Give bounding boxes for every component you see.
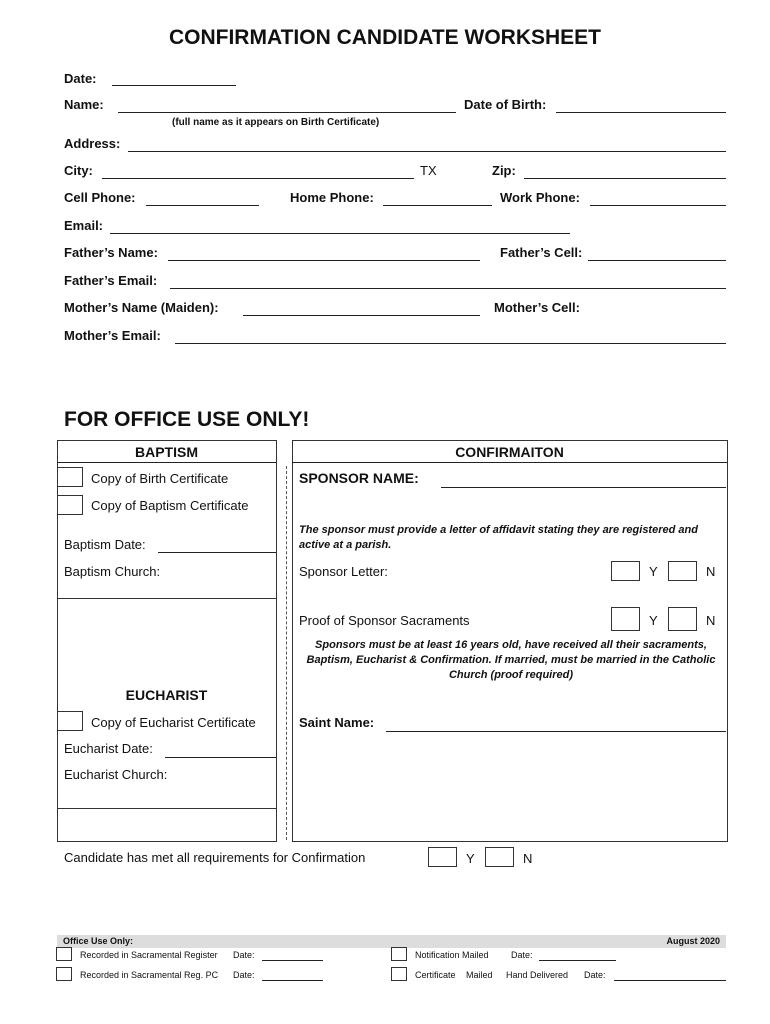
footer-label: Office Use Only: xyxy=(63,936,134,946)
baptism-heading: BAPTISM xyxy=(135,444,198,460)
certificate-date-label: Date: xyxy=(584,970,606,980)
office-use-heading: FOR OFFICE USE ONLY! xyxy=(64,408,310,431)
baptism-header-divider xyxy=(57,462,276,463)
candidate-met-label: Candidate has met all requirements for Confirmation xyxy=(64,850,366,865)
cell-phone-field[interactable] xyxy=(146,205,259,206)
saint-name-field[interactable] xyxy=(386,731,726,732)
recorded-register-label: Recorded in Sacramental Register xyxy=(80,950,218,960)
mothers-email-field[interactable] xyxy=(175,343,726,344)
fathers-cell-field[interactable] xyxy=(588,260,726,261)
confirmation-heading: CONFIRMAITON xyxy=(455,444,564,460)
work-phone-label: Work Phone: xyxy=(500,190,580,205)
notification-mailed-label: Notification Mailed xyxy=(415,950,489,960)
eucharist-cert-checkbox[interactable] xyxy=(57,711,83,731)
mothers-name-field[interactable] xyxy=(243,315,480,316)
proof-no-checkbox[interactable] xyxy=(668,607,697,631)
baptism-church-label: Baptism Church: xyxy=(64,564,161,579)
birth-cert-label: Copy of Birth Certificate xyxy=(91,471,229,486)
email-field[interactable] xyxy=(110,233,570,234)
fathers-cell-label: Father’s Cell: xyxy=(500,245,583,260)
name-note: (full name as it appears on Birth Certificate) xyxy=(172,117,380,128)
column-divider xyxy=(286,466,287,840)
eucharist-cert-label: Copy of Eucharist Certificate xyxy=(91,715,256,730)
candidate-met-yes-label: Y xyxy=(466,851,475,866)
mothers-email-label: Mother’s Email: xyxy=(64,328,161,343)
page-title: CONFIRMATION CANDIDATE WORKSHEET xyxy=(168,26,602,49)
certificate-mailed-label: Mailed xyxy=(466,970,493,980)
certificate-checkbox[interactable] xyxy=(391,967,407,981)
notification-mailed-checkbox[interactable] xyxy=(391,947,407,961)
dob-label: Date of Birth: xyxy=(464,97,547,112)
recorded-pc-checkbox[interactable] xyxy=(56,967,72,981)
baptism-date-field[interactable] xyxy=(158,552,276,553)
eucharist-extra-row xyxy=(57,808,277,842)
zip-field[interactable] xyxy=(524,178,726,179)
sponsor-note: The sponsor must provide a letter of affidavit stating they are registered and active at a parish. xyxy=(299,524,698,551)
address-field[interactable] xyxy=(128,151,726,152)
proof-no-label: N xyxy=(706,613,716,628)
fathers-email-field[interactable] xyxy=(170,288,726,289)
recorded-register-date-field[interactable] xyxy=(262,960,323,961)
home-phone-label: Home Phone: xyxy=(290,190,374,205)
dob-field[interactable] xyxy=(556,112,726,113)
email-label: Email: xyxy=(64,218,104,233)
birth-cert-checkbox[interactable] xyxy=(57,467,83,487)
baptism-cert-checkbox[interactable] xyxy=(57,495,83,515)
eucharist-date-label: Eucharist Date: xyxy=(64,741,153,756)
baptism-cert-label: Copy of Baptism Certificate xyxy=(91,498,249,513)
zip-label: Zip: xyxy=(492,163,516,178)
mothers-name-label: Mother’s Name (Maiden): xyxy=(64,300,219,315)
address-label: Address: xyxy=(64,136,121,151)
certificate-hand-delivered-label: Hand Delivered xyxy=(506,970,569,980)
eucharist-date-field[interactable] xyxy=(165,757,276,758)
notification-date-label: Date: xyxy=(511,950,533,960)
sponsor-letter-label: Sponsor Letter: xyxy=(299,564,388,579)
sponsor-name-label: SPONSOR NAME: xyxy=(299,470,419,486)
fathers-name-field[interactable] xyxy=(168,260,480,261)
confirmation-header-divider xyxy=(292,462,727,463)
cell-phone-label: Cell Phone: xyxy=(64,190,136,205)
proof-sacraments-label: Proof of Sponsor Sacraments xyxy=(299,613,470,628)
name-label: Name: xyxy=(64,97,104,112)
city-field[interactable] xyxy=(102,178,414,179)
recorded-pc-label: Recorded in Sacramental Reg. PC xyxy=(80,970,219,980)
certificate-label: Certificate xyxy=(415,970,456,980)
footer-version: August 2020 xyxy=(666,936,720,946)
sponsor-letter-no-checkbox[interactable] xyxy=(668,561,697,581)
state-text: TX xyxy=(420,163,437,178)
candidate-met-no-checkbox[interactable] xyxy=(485,847,514,867)
eucharist-heading: EUCHARIST xyxy=(125,687,208,703)
candidate-met-yes-checkbox[interactable] xyxy=(428,847,457,867)
mothers-cell-label: Mother’s Cell: xyxy=(494,300,580,315)
sponsor-letter-yes-checkbox[interactable] xyxy=(611,561,640,581)
candidate-met-no-label: N xyxy=(523,851,533,866)
city-label: City: xyxy=(64,163,93,178)
home-phone-field[interactable] xyxy=(383,205,492,206)
eucharist-church-label: Eucharist Church: xyxy=(64,767,168,782)
recorded-register-date-label: Date: xyxy=(233,950,255,960)
proof-yes-checkbox[interactable] xyxy=(611,607,640,631)
baptism-date-label: Baptism Date: xyxy=(64,537,146,552)
recorded-pc-date-field[interactable] xyxy=(262,980,323,981)
sponsor-requirements-note: Sponsors must be at least 16 years old, have received all their sacraments, Baptism, Eucharist & Confirmation. If married, must be married in the Catholic Church (proof required) xyxy=(306,639,716,681)
sponsor-name-field[interactable] xyxy=(441,487,726,488)
proof-yes-label: Y xyxy=(649,613,658,628)
recorded-pc-date-label: Date: xyxy=(233,970,255,980)
work-phone-field[interactable] xyxy=(590,205,726,206)
date-label: Date: xyxy=(64,71,97,86)
saint-name-label: Saint Name: xyxy=(299,715,375,730)
fathers-name-label: Father’s Name: xyxy=(64,245,158,260)
fathers-email-label: Father’s Email: xyxy=(64,273,158,288)
sponsor-letter-no-label: N xyxy=(706,564,716,579)
recorded-register-checkbox[interactable] xyxy=(56,947,72,961)
sponsor-letter-yes-label: Y xyxy=(649,564,658,579)
date-field[interactable] xyxy=(112,85,236,86)
certificate-date-field[interactable] xyxy=(614,980,726,981)
name-field[interactable] xyxy=(118,112,456,113)
notification-date-field[interactable] xyxy=(539,960,616,961)
